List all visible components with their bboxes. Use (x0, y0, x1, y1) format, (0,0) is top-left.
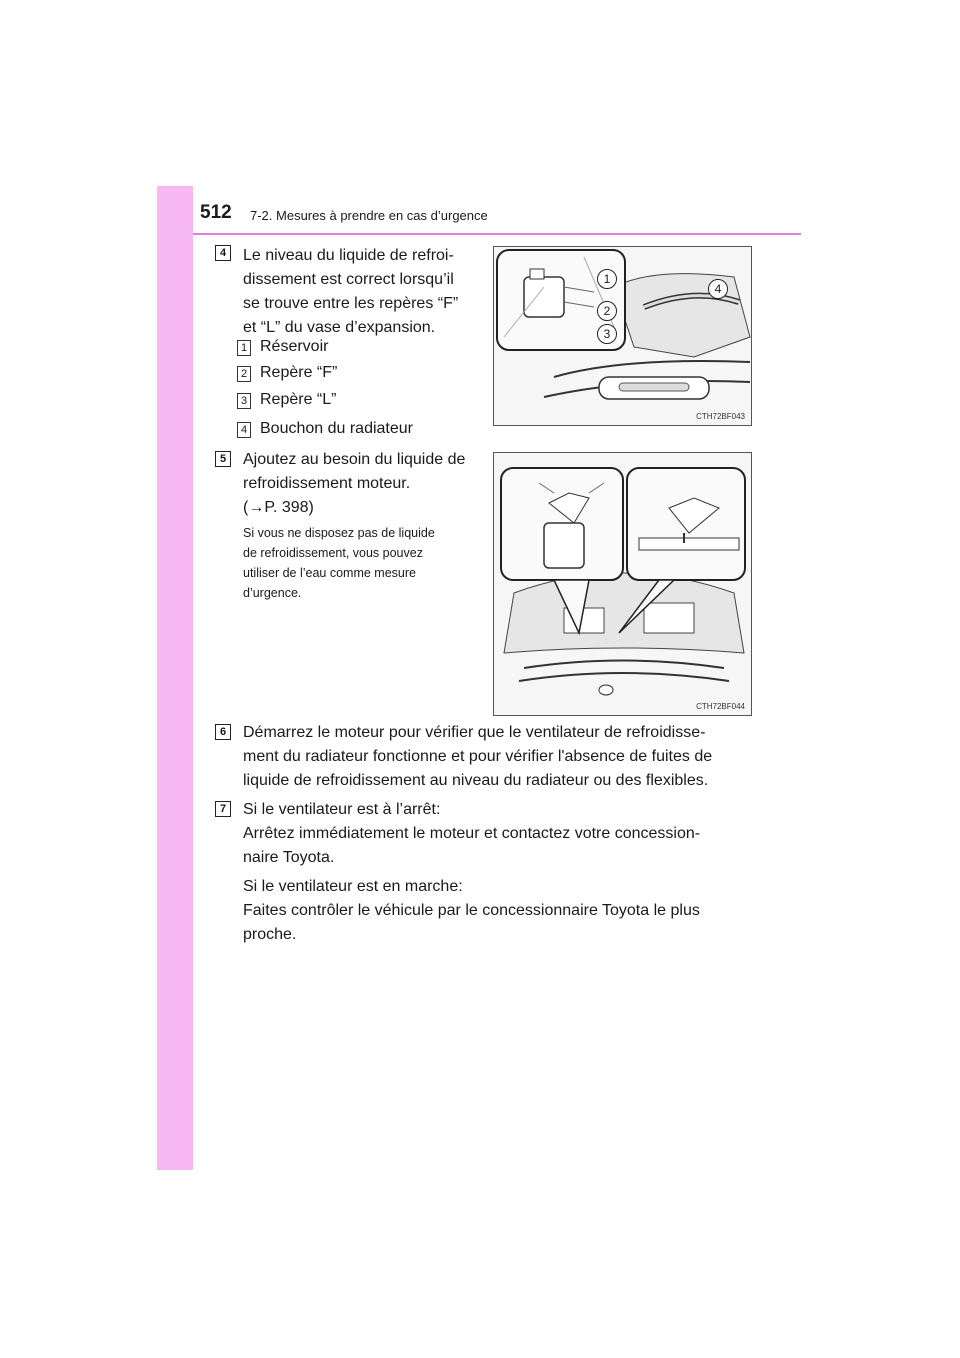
item-label-mark-f: Repère “F” (260, 364, 338, 381)
item-number-4: 4 (237, 422, 251, 438)
section-title: 7-2. Mesures à prendre en cas d’urgence (250, 208, 488, 223)
step6-line-1: Démarrez le moteur pour vérifier que le ventilateur de refroidisse- (243, 724, 706, 741)
step5-note-3: utiliser de l’eau comme mesure (243, 566, 416, 580)
step7-line-3: naire Toyota. (243, 849, 335, 866)
coolant-filling-illustration (494, 453, 751, 715)
step7-line-2: Arrêtez immédiatement le moteur et contactez votre concession- (243, 825, 701, 842)
step4-line-4: et “L” du vase d’expansion. (243, 319, 436, 336)
item-number-2: 2 (237, 366, 251, 382)
figure-code-044: CTH72BF044 (696, 702, 745, 711)
step-badge-7: 7 (215, 801, 231, 817)
step6-line-3: liquide de refroidissement au niveau du radiateur ou des flexibles. (243, 772, 709, 789)
callout-1: 1 (597, 269, 617, 289)
step-badge-4: 4 (215, 245, 231, 261)
chapter-sidebar-tab (157, 186, 193, 1170)
step4-line-1: Le niveau du liquide de refroi- (243, 247, 454, 264)
engine-bay-illustration (494, 247, 751, 425)
header-divider (193, 233, 801, 235)
item-label-reservoir: Réservoir (260, 338, 329, 355)
callout-4: 4 (708, 279, 728, 299)
step4-line-2: dissement est correct lorsqu’il (243, 271, 454, 288)
step6-line-2: ment du radiateur fonctionne et pour vérifier l'absence de fuites de (243, 748, 713, 765)
figure-add-coolant (493, 452, 752, 716)
step5-note-1: Si vous ne disposez pas de liquide (243, 526, 435, 540)
step7-line-5: Faites contrôler le véhicule par le concessionnaire Toyota le plus (243, 902, 700, 919)
item-number-1: 1 (237, 340, 251, 356)
figure-coolant-level (493, 246, 752, 426)
step5-page-ref: (→P. 398) (243, 499, 314, 516)
step-badge-5: 5 (215, 451, 231, 467)
step7-line-4: Si le ventilateur est en marche: (243, 878, 463, 895)
step5-line-1: Ajoutez au besoin du liquide de (243, 451, 466, 468)
step5-note-4: d’urgence. (243, 586, 302, 600)
item-label-mark-l: Repère “L” (260, 391, 337, 408)
page-number: 512 (200, 202, 232, 223)
figure-code-043: CTH72BF043 (696, 412, 745, 421)
item-label-radiator-cap: Bouchon du radiateur (260, 420, 413, 437)
step4-line-3: se trouve entre les repères “F” (243, 295, 459, 312)
callout-3: 3 (597, 324, 617, 344)
step-badge-6: 6 (215, 724, 231, 740)
item-number-3: 3 (237, 393, 251, 409)
callout-2: 2 (597, 301, 617, 321)
step7-line-1: Si le ventilateur est à l’arrêt: (243, 801, 441, 818)
step5-line-2: refroidissement moteur. (243, 475, 411, 492)
step5-note-2: de refroidissement, vous pouvez (243, 546, 423, 560)
step7-line-6: proche. (243, 926, 297, 943)
